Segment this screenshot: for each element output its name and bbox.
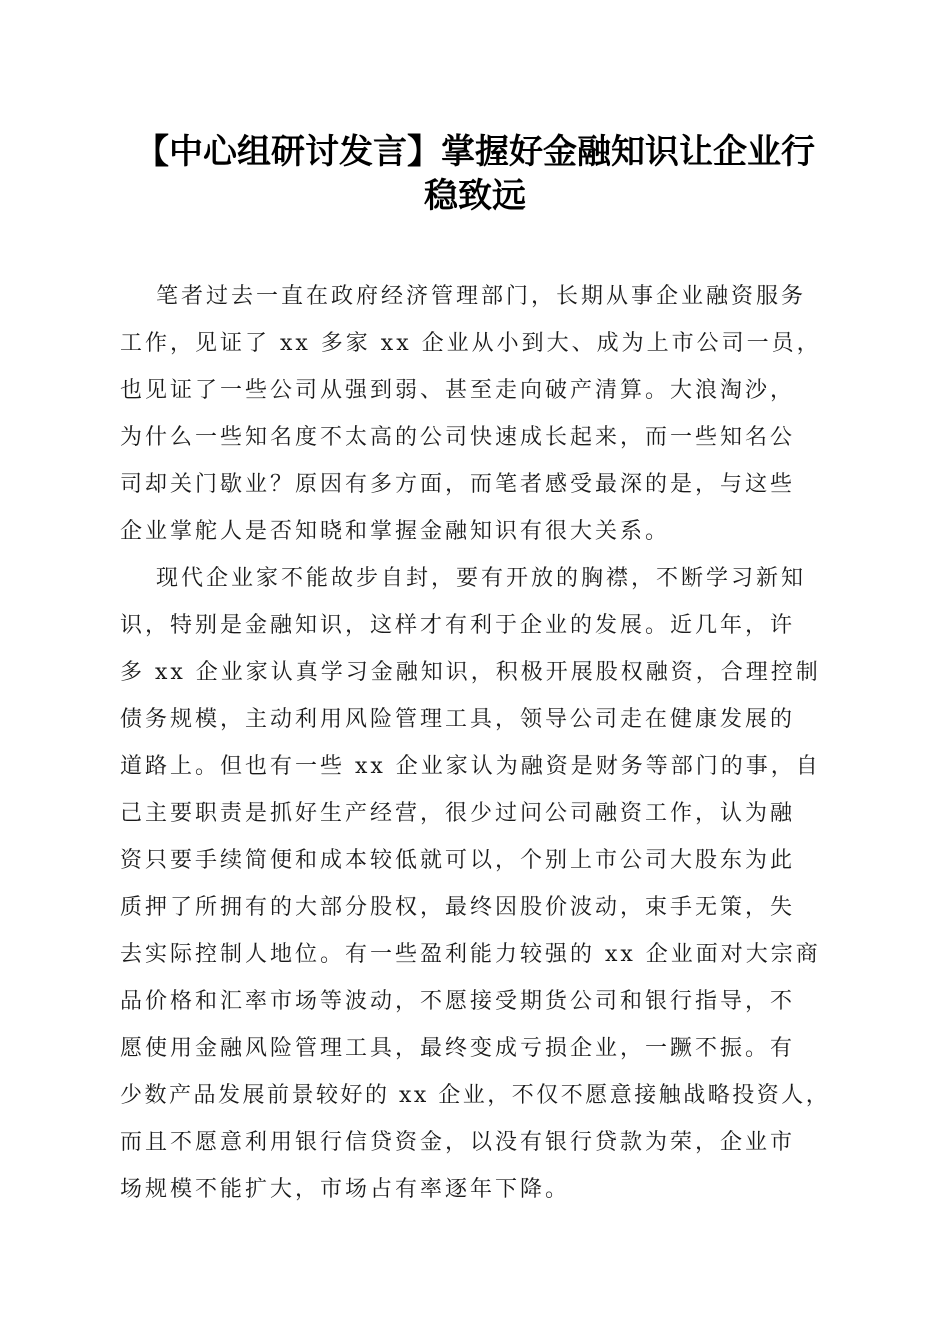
paragraph-line: 资只要手续简便和成本较低就可以，个别上市公司大股东为此 [120, 848, 796, 873]
paragraph-line: 质押了所拥有的大部分股权，最终因股价波动，束手无策，失 [120, 895, 796, 920]
paragraph-line: 少数产品发展前景较好的 xx 企业，不仅不愿意接触战略投资人， [120, 1083, 831, 1108]
paragraph-line: 多 xx 企业家认真学习金融知识，积极开展股权融资，合理控制 [120, 660, 821, 685]
paragraph-line: 债务规模，主动利用风险管理工具，领导公司走在健康发展的 [120, 707, 796, 732]
paragraph-line: 场规模不能扩大，市场占有率逐年下降。 [120, 1177, 571, 1202]
paragraph-line: 企业掌舵人是否知晓和掌握金融知识有很大关系。 [120, 519, 671, 544]
paragraph-line: 识，特别是金融知识，这样才有利于企业的发展。近几年，许 [120, 613, 796, 638]
title-line: 稳致远 [424, 176, 526, 216]
title-line: 【中心组研讨发言】掌握好金融知识让企业行 [135, 132, 815, 172]
paragraph-line: 也见证了一些公司从强到弱、甚至走向破产清算。大浪淘沙， [120, 378, 796, 403]
paragraph [120, 555, 830, 1213]
document-title [110, 130, 840, 218]
paragraph-line: 司却关门歇业？原因有多方面，而笔者感受最深的是，与这些 [120, 472, 796, 497]
paragraph [120, 273, 830, 555]
document-body [120, 273, 830, 1213]
paragraph-line: 品价格和汇率市场等波动，不愿接受期货公司和银行指导，不 [120, 989, 796, 1014]
paragraph-line: 工作，见证了 xx 多家 xx 企业从小到大、成为上市公司一员， [120, 331, 822, 356]
paragraph-line: 而且不愿意利用银行信贷资金，以没有银行贷款为荣，企业市 [120, 1130, 796, 1155]
paragraph-line: 为什么一些知名度不太高的公司快速成长起来，而一些知名公 [120, 425, 796, 450]
paragraph-line: 笔者过去一直在政府经济管理部门，长期从事企业融资服务 [156, 284, 807, 309]
paragraph-line: 己主要职责是抓好生产经营，很少过问公司融资工作，认为融 [120, 801, 796, 826]
paragraph-line: 道路上。但也有一些 xx 企业家认为融资是财务等部门的事，自 [120, 754, 821, 779]
paragraph-line: 去实际控制人地位。有一些盈利能力较强的 xx 企业面对大宗商 [120, 942, 821, 967]
paragraph-line: 现代企业家不能故步自封，要有开放的胸襟，不断学习新知 [156, 566, 807, 591]
paragraph-line: 愿使用金融风险管理工具，最终变成亏损企业，一蹶不振。有 [120, 1036, 796, 1061]
